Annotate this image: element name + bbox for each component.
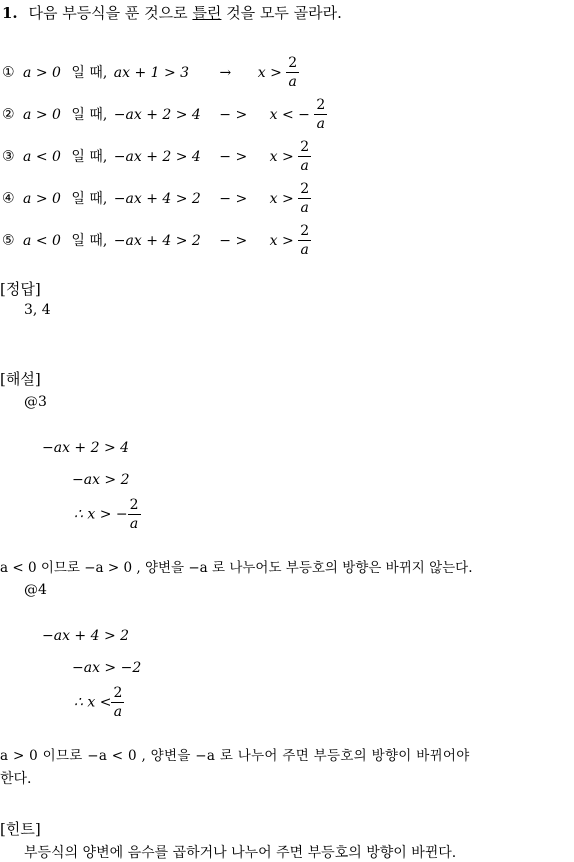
option-3: [2, 140, 311, 173]
option-condition: a > 0: [23, 190, 61, 207]
solution-3-fraction: $\frac{2}{a}$: [129, 497, 139, 532]
solution-4-fraction: $\frac{2}{a}$: [113, 685, 123, 720]
option-fraction: $\frac{2}{a}$: [300, 139, 310, 174]
option-4: [2, 182, 311, 215]
question-post: 것을 모두 골라라.: [221, 4, 342, 22]
solution-4-line-3: [74, 686, 124, 719]
option-result: x >: [269, 190, 294, 207]
option-result: x < −: [269, 106, 310, 123]
option-equation: −ax + 4 > 2: [113, 232, 201, 249]
option-arrow: − >: [219, 232, 248, 249]
option-equation: −ax + 4 > 2: [113, 190, 201, 207]
option-condition: a > 0: [23, 106, 61, 123]
option-fraction: $\frac{2}{a}$: [288, 55, 298, 90]
option-arrow: − >: [219, 106, 248, 123]
option-arrow: →: [219, 64, 232, 81]
answer-value: 3, 4: [24, 302, 51, 318]
option-mark: ①: [2, 64, 15, 81]
question-number: 1.: [2, 4, 18, 22]
solution-3-line-1: −ax + 2 > 4: [42, 440, 130, 456]
solution-3-result: ∴ x > −: [74, 506, 128, 523]
solution-3-line-3: [74, 498, 141, 531]
option-5: [2, 224, 311, 257]
option-text: 일 때,: [71, 232, 108, 249]
solution-4-result: ∴ x <: [74, 694, 112, 711]
solution-3-line-2: −ax > 2: [72, 472, 130, 488]
option-mark: ④: [2, 190, 15, 207]
option-result: x >: [257, 64, 282, 81]
option-equation: −ax + 2 > 4: [113, 148, 201, 165]
option-text: 일 때,: [71, 64, 108, 81]
question: [2, 2, 342, 23]
option-condition: a > 0: [23, 64, 61, 81]
option-condition: a < 0: [23, 232, 61, 249]
hint-label: [힌트]: [0, 820, 41, 838]
option-2: [2, 98, 327, 131]
option-text: 일 때,: [71, 148, 108, 165]
option-mark: ②: [2, 106, 15, 123]
answer-label: [정답]: [0, 280, 41, 298]
option-condition: a < 0: [23, 148, 61, 165]
option-fraction: $\frac{2}{a}$: [300, 223, 310, 258]
option-text: 일 때,: [71, 190, 108, 207]
question-underlined: 틀린: [192, 4, 222, 22]
solution-tag-3: @3: [24, 394, 47, 410]
option-result: x >: [269, 148, 294, 165]
question-pre: 다음 부등식을 푼 것으로: [28, 4, 193, 22]
solution-tag-4: @4: [24, 582, 47, 598]
option-result: x >: [269, 232, 294, 249]
solution-4-line-2: −ax > −2: [72, 660, 142, 676]
solution-4-note-2: 한다.: [0, 771, 32, 787]
option-fraction: $\frac{2}{a}$: [316, 97, 326, 132]
solution-label: [해설]: [0, 370, 41, 388]
option-equation: −ax + 2 > 4: [113, 106, 201, 123]
option-mark: ③: [2, 148, 15, 165]
option-mark: ⑤: [2, 232, 15, 249]
option-text: 일 때,: [71, 106, 108, 123]
solution-4-line-1: −ax + 4 > 2: [42, 628, 130, 644]
option-arrow: − >: [219, 148, 248, 165]
hint-text: 부등식의 양변에 음수를 곱하거나 나누어 주면 부등호의 방향이 바뀐다.: [24, 845, 457, 861]
option-equation: ax + 1 > 3: [113, 64, 190, 81]
solution-4-note-1: a > 0 이므로 −a < 0 , 양변을 −a 로 나누어 주면 부등호의 방향이 바뀌어야: [0, 748, 470, 764]
option-1: [2, 56, 299, 89]
option-arrow: − >: [219, 190, 248, 207]
solution-3-note: a < 0 이므로 −a > 0 , 양변을 −a 로 나누어도 부등호의 방향은 바뀌지 않는다.: [0, 560, 473, 576]
option-fraction: $\frac{2}{a}$: [300, 181, 310, 216]
